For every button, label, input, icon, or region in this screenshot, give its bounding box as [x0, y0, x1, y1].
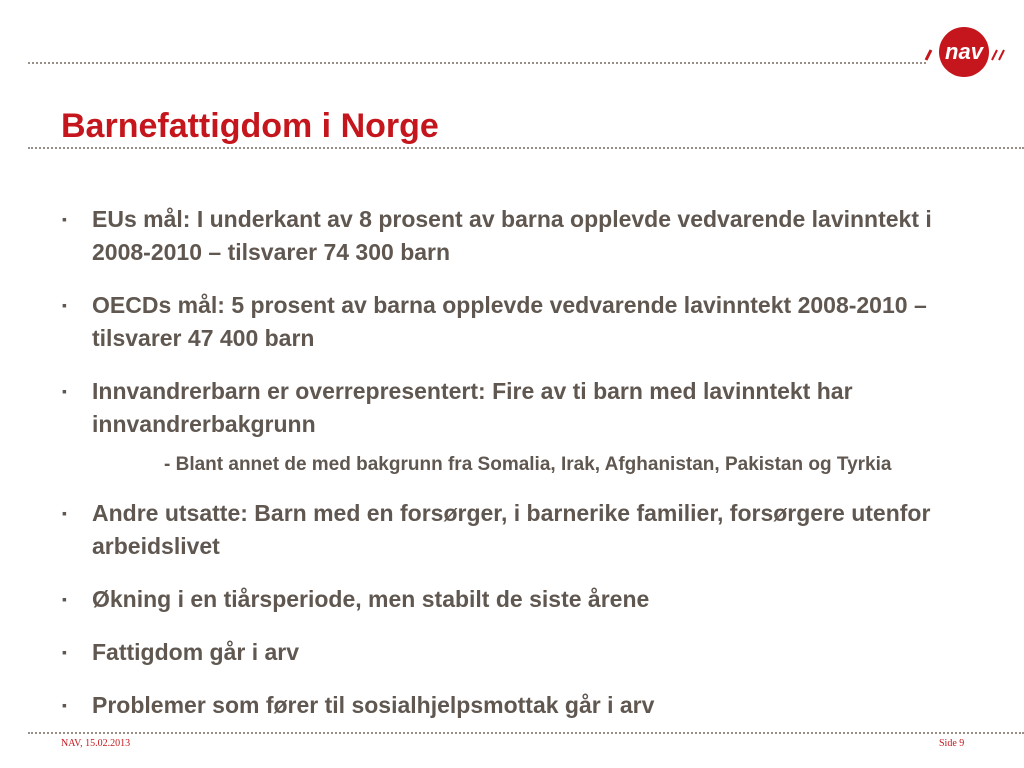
logo-text: nav	[945, 39, 983, 64]
sub-bullet-text: - Blant annet de med bakgrunn fra Somalia, Irak, Afghanistan, Pakistan og Tyrkia	[164, 454, 892, 475]
bullet-item	[0, 497, 982, 563]
bullet-text: Innvandrerbarn er overrepresentert: Fire av ti barn med lavinntekt har innvandrerbakgrunn	[92, 378, 853, 437]
bullet-item	[0, 689, 982, 722]
top-dotted-rule	[28, 62, 926, 64]
bullet-text: Problemer som fører til sosialhjelpsmottak går i arv	[92, 692, 655, 718]
bullet-marker: ▪	[62, 211, 67, 227]
page-number: Side 9	[939, 738, 965, 749]
bullet-marker: ▪	[62, 505, 67, 521]
bullet-marker: ▪	[62, 644, 67, 660]
bullet-list	[0, 203, 1024, 742]
bottom-dotted-rule	[28, 732, 1024, 734]
bullet-marker: ▪	[62, 297, 67, 313]
nav-logo	[920, 26, 1012, 78]
bullet-text: EUs mål: I underkant av 8 prosent av barna opplevde vedvarende lavinntekt i 2008-2010 – tilsvarer 74 300 barn	[92, 206, 932, 265]
bullet-text: Fattigdom går i arv	[92, 639, 300, 665]
title-dotted-rule	[28, 147, 1024, 149]
slide-title: Barnefattigdom i Norge	[61, 107, 439, 145]
bullet-item	[0, 636, 982, 669]
bullet-marker: ▪	[62, 383, 67, 399]
bullet-marker: ▪	[62, 697, 67, 713]
bullet-item	[0, 583, 982, 616]
bullet-item	[0, 289, 982, 355]
bullet-marker: ▪	[62, 591, 67, 607]
footer-date: NAV, 15.02.2013	[61, 738, 131, 749]
bullet-item	[0, 203, 982, 269]
sub-bullet-item	[0, 450, 954, 480]
bullet-text: OECDs mål: 5 prosent av barna opplevde vedvarende lavinntekt 2008-2010 – tilsvarer 47 400 barn	[92, 292, 927, 351]
bullet-item	[0, 375, 982, 441]
bullet-text: Andre utsatte: Barn med en forsørger, i barnerike familier, forsørgere utenfor arbeidslivet	[92, 500, 931, 559]
bullet-text: Økning i en tiårsperiode, men stabilt de siste årene	[92, 586, 650, 612]
